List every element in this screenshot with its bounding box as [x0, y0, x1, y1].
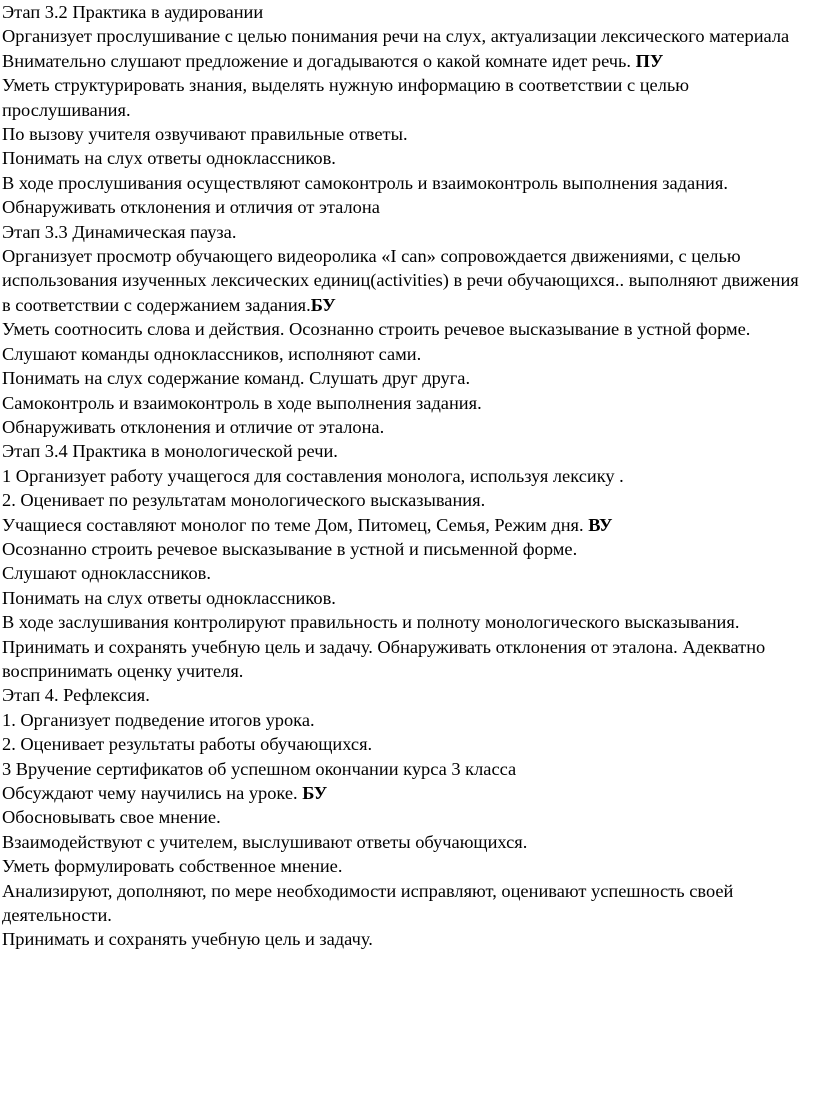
paragraph: 2. Оценивает по результатам монологического высказывания.: [2, 490, 486, 511]
paragraph: Осознанно строить речевое высказывание в устной и письменной форме.: [2, 538, 578, 559]
paragraph: Уметь формулировать собственное мнение.: [2, 856, 343, 877]
paragraph: В ходе прослушивания осуществляют самоконтроль и взаимоконтроль выполнения задания.: [2, 172, 728, 193]
tag-label: ВУ: [588, 514, 613, 535]
section-heading: Этап 3.3 Динамическая пауза.: [2, 221, 237, 242]
tag-label: ПУ: [635, 50, 664, 71]
paragraph: Понимать на слух ответы одноклассников.: [2, 148, 336, 169]
paragraph: Принимать и сохранять учебную цель и задачу. Обнаруживать отклонения от эталона. Адекватно воспринимать оценку учителя.: [2, 636, 766, 681]
document-page: [2, 0, 812, 952]
paragraph: 2. Оценивает результаты работы обучающихся.: [2, 734, 373, 755]
paragraph: Анализируют, дополняют, по мере необходимости исправляют, оценивают успешность своей деятельности.: [2, 880, 734, 926]
paragraph: Учащиеся составляют монолог по теме Дом, Питомец, Семья, Режим дня. ВУ: [2, 514, 613, 535]
paragraph: Обсуждают чему научились на уроке. БУ: [2, 783, 328, 803]
paragraph: Слушают команды одноклассников, исполняют сами.: [2, 343, 422, 364]
section-heading: Этап 3.4 Практика в монологической речи.: [2, 441, 338, 462]
paragraph: Самоконтроль и взаимоконтроль в ходе выполнения задания.: [2, 392, 482, 413]
paragraph: Организует прослушивание с целью понимания речи на слух, актуализации лексического материала: [2, 26, 790, 47]
paragraph: 1. Организует подведение итогов урока.: [2, 709, 315, 730]
paragraph: Этап 3.2 Практика в аудировании: [2, 2, 264, 22]
paragraph: Понимать на слух содержание команд. Слушать друг друга.: [2, 368, 471, 389]
paragraph: Внимательно слушают предложение и догадываются о какой комнате идет речь. ПУ: [2, 50, 664, 71]
paragraph: Организует просмотр обучающего видеоролика «I can» сопровождается движениями, с целью использования изученных лексических единиц(activities) в речи обучающихся.. выполняют движения в соответствии с содержанием задания.БУ: [2, 246, 799, 315]
section-heading: Этап 4. Рефлексия.: [2, 685, 150, 706]
paragraph: Обнаруживать отклонения и отличие от эталона.: [2, 416, 385, 437]
paragraph: 1 Организует работу учащегося для составления монолога, используя лексику .: [2, 465, 624, 486]
paragraph: Уметь соотносить слова и действия. Осознанно строить речевое высказывание в устной форме.: [2, 319, 751, 340]
paragraph: Понимать на слух ответы одноклассников.: [2, 587, 336, 608]
paragraph: Уметь структурировать знания, выделять нужную информацию в соответствии с целью прослушивания.: [2, 75, 690, 120]
paragraph: Слушают одноклассников.: [2, 563, 211, 584]
paragraph: Обосновывать свое мнение.: [2, 807, 221, 828]
paragraph: По вызову учителя озвучивают правильные ответы.: [2, 124, 408, 145]
paragraph: Принимать и сохранять учебную цель и задачу.: [2, 929, 373, 950]
paragraph: Обнаруживать отклонения и отличия от эталона: [2, 197, 380, 218]
paragraph: Взаимодействуют с учителем, выслушивают ответы обучающихся.: [2, 831, 528, 852]
paragraph: В ходе заслушивания контролируют правильность и полноту монологического высказывания.: [2, 612, 740, 633]
paragraph: 3 Вручение сертификатов об успешном окончании курса 3 класса: [2, 758, 517, 779]
tag-label: БУ: [310, 294, 336, 315]
tag-label: БУ: [302, 783, 328, 803]
